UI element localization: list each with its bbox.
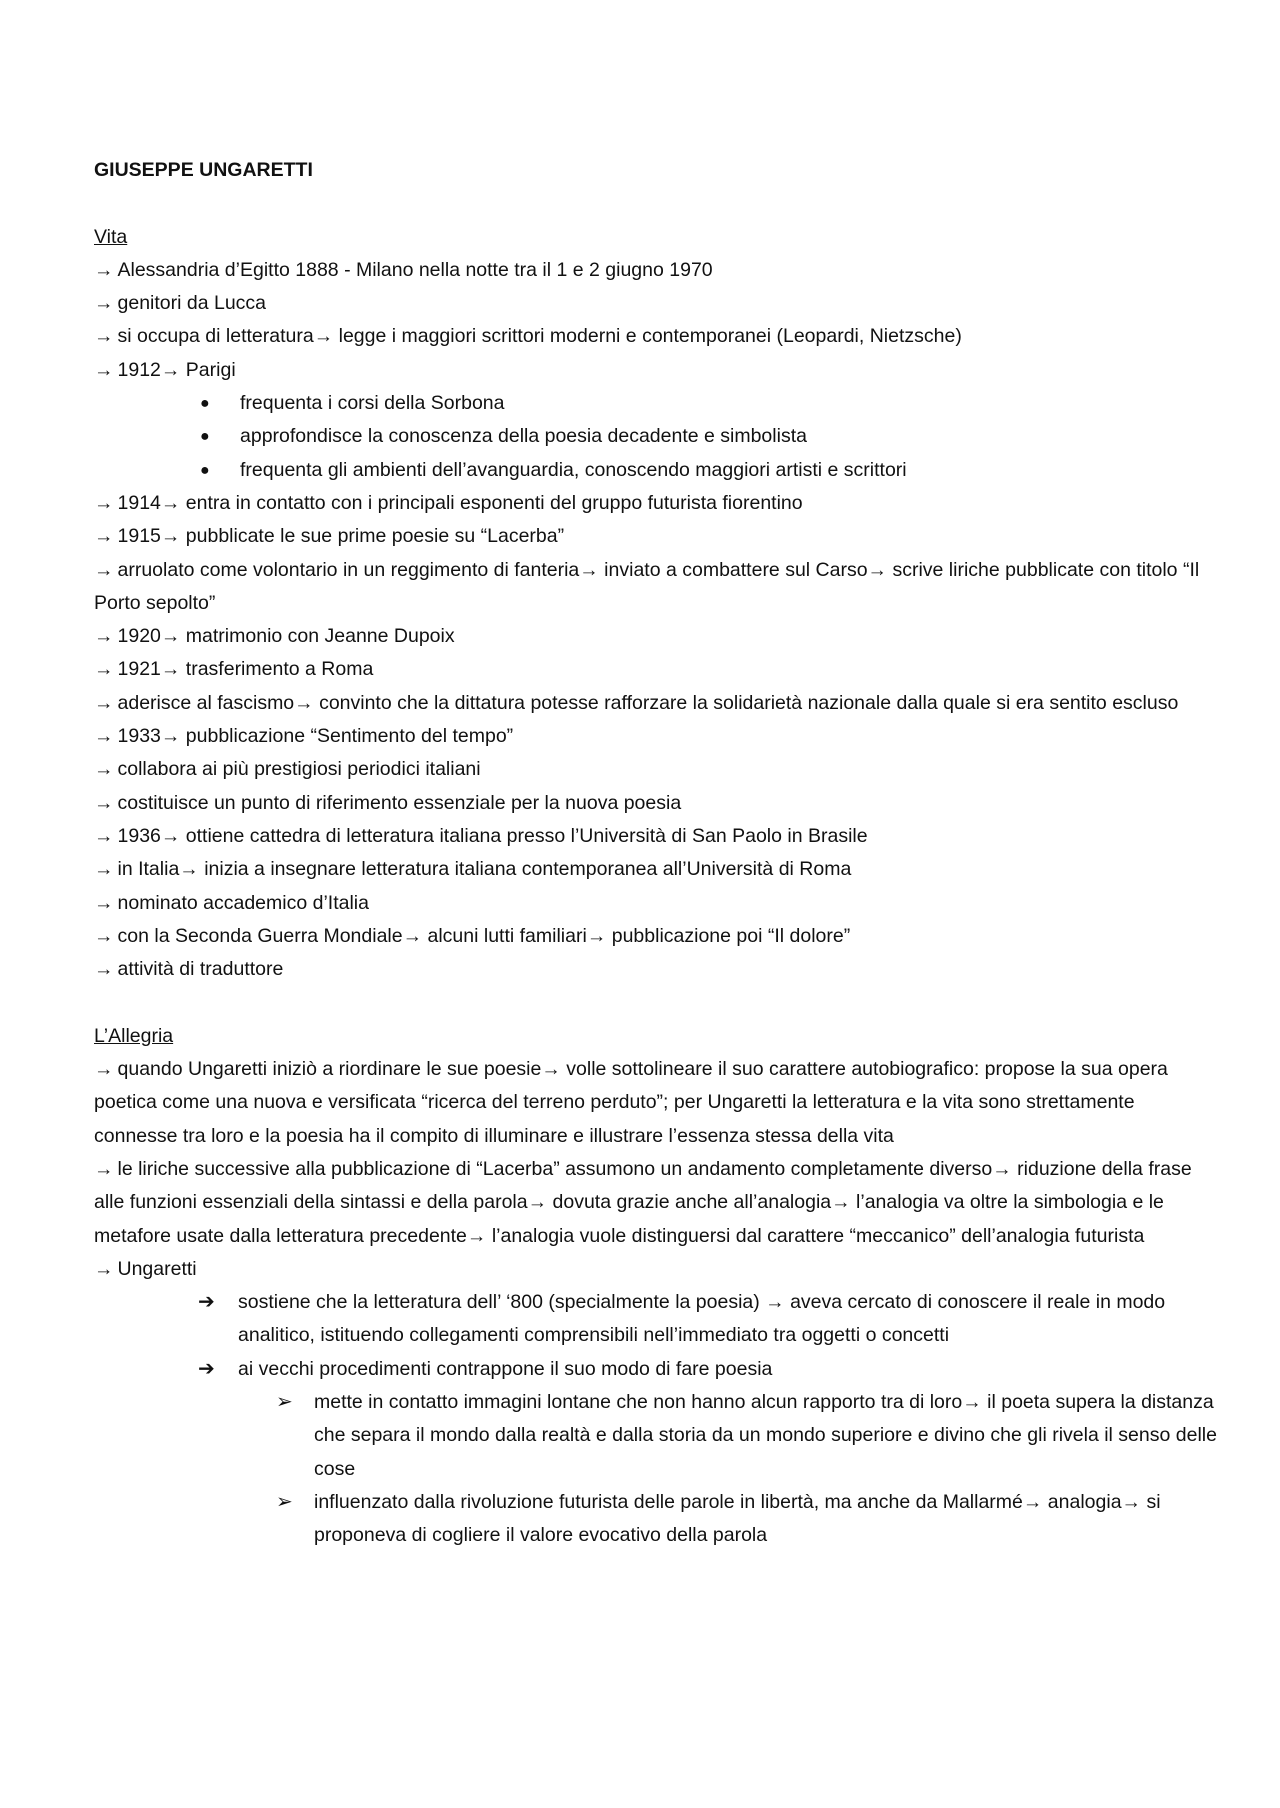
vita-line: → nominato accademico d’Italia xyxy=(94,891,369,914)
arrow-icon: → xyxy=(94,525,114,548)
bullet-icon: ● xyxy=(200,461,210,479)
list-item: ➢ mette in contatto immagini lontane che non hanno alcun rapporto tra di loro→ il poeta supera la distanza che separa il mondo dalla realtà e dalla storia da un mondo superiore e divino che gli rivela il senso delle cose xyxy=(276,1386,1220,1486)
arrow-icon: → xyxy=(94,858,114,881)
arrow-icon: → xyxy=(94,824,114,847)
paris-bullet-list xyxy=(94,387,1220,487)
arrow-icon: → xyxy=(94,292,114,315)
vita-line: → con la Seconda Guerra Mondiale→ alcuni lutti familiari→ pubblicazione poi “Il dolore” xyxy=(94,924,851,947)
bullet-icon: ● xyxy=(200,395,210,413)
arrow-icon: → xyxy=(94,658,114,681)
arrow-icon: → xyxy=(94,325,114,348)
bold-arrow-icon: ➔ xyxy=(198,1291,215,1314)
arrow-icon: → xyxy=(94,258,114,281)
arrow-icon: → xyxy=(94,1157,114,1180)
arrowhead-icon: ➢ xyxy=(276,1390,293,1413)
arrow-icon: → xyxy=(94,758,114,781)
ungaretti-points-list xyxy=(94,1286,1220,1552)
vita-line: → 1920→ matrimonio con Jeanne Dupoix xyxy=(94,625,455,648)
allegria-paragraph: → le liriche successive alla pubblicazione di “Lacerba” assumono un andamento completamente diverso→ riduzione della frase alle funzioni essenziali della sintassi e della parola→ dovuta grazie anche all’analogia→ l’analogia va oltre la simbologia e le metafore usate dalla letteratura precedente→ l’analogia vuole distinguersi dal carattere “meccanico” dell’analogia futurista xyxy=(94,1157,1192,1247)
arrow-icon: → xyxy=(94,558,114,581)
vita-line: → attività di traduttore xyxy=(94,958,284,981)
vita-line: → 1921→ trasferimento a Roma xyxy=(94,658,374,681)
vita-line: → 1915→ pubblicate le sue prime poesie su “Lacerba” xyxy=(94,525,565,548)
vita-line: → 1912→ Parigi xyxy=(94,358,236,381)
list-item: ➢ influenzato dalla rivoluzione futurista delle parole in libertà, ma anche da Mallarmé→ analogia→ si proponeva di cogliere il valore evocativo della parola xyxy=(276,1486,1220,1553)
list-item: ➔ sostiene che la letteratura dell’ ‘800 (specialmente la poesia) → aveva cercato di conoscere il reale in modo analitico, istituendo collegamenti comprensibili nell’immediato tra oggetti o concetti xyxy=(198,1286,1220,1353)
arrow-icon: → xyxy=(94,491,114,514)
bullet-icon: ● xyxy=(200,428,210,446)
ungaretti-subpoints-list xyxy=(238,1386,1220,1552)
vita-line: → 1933→ pubblicazione “Sentimento del tempo” xyxy=(94,725,514,748)
list-item: ● frequenta gli ambienti dell’avanguardia, conoscendo maggiori artisti e scrittori xyxy=(200,454,1220,487)
arrow-icon: → xyxy=(94,958,114,981)
arrow-icon: → xyxy=(94,1257,114,1280)
arrow-icon: → xyxy=(94,625,114,648)
vita-line: → 1936→ ottiene cattedra di letteratura italiana presso l’Università di San Paolo in Brasile xyxy=(94,824,868,847)
vita-line: → arruolato come volontario in un reggimento di fanteria→ inviato a combattere sul Carso→ scrive liriche pubblicate con titolo “Il Porto sepolto” xyxy=(94,558,1200,614)
vita-line: → costituisce un punto di riferimento essenziale per la nuova poesia xyxy=(94,791,682,814)
arrow-icon: → xyxy=(94,791,114,814)
list-item: ➔ ai vecchi procedimenti contrappone il suo modo di fare poesia ➢ mette in contatto immagini lontane che non hanno alcun rapporto tra di loro→ il poeta supera la distanza che separa il mondo dalla realtà e dalla storia da un mondo superiore e divino che gli rivela il senso delle cose ➢ influenzato dalla rivoluzione futurista delle parole in libertà, ma anche da Mallarmé→ analogia→ si proponeva di cogliere il valore evocativo della parola xyxy=(198,1353,1220,1553)
section-heading-allegria: L’Allegria xyxy=(94,1024,174,1047)
arrow-icon: → xyxy=(94,725,114,748)
arrow-icon: → xyxy=(94,358,114,381)
allegria-paragraph: → Ungaretti xyxy=(94,1257,197,1280)
vita-line: → aderisce al fascismo→ convinto che la dittatura potesse rafforzare la solidarietà nazionale dalla quale si era sentito escluso xyxy=(94,691,1179,714)
arrow-icon: → xyxy=(94,891,114,914)
section-heading-vita: Vita xyxy=(94,225,128,248)
vita-line: → si occupa di letteratura→ legge i maggiori scrittori moderni e contemporanei (Leopardi, Nietzsche) xyxy=(94,325,962,348)
vita-line: → Alessandria d’Egitto 1888 - Milano nella notte tra il 1 e 2 giugno 1970 xyxy=(94,258,713,281)
arrowhead-icon: ➢ xyxy=(276,1490,293,1513)
vita-line: → in Italia→ inizia a insegnare letteratura italiana contemporanea all’Università di Roma xyxy=(94,858,852,881)
vita-line: → genitori da Lucca xyxy=(94,292,267,315)
document-title: GIUSEPPE UNGARETTI xyxy=(94,159,313,181)
arrow-icon: → xyxy=(94,691,114,714)
arrow-icon: → xyxy=(94,1058,114,1081)
vita-line: → 1914→ entra in contatto con i principali esponenti del gruppo futurista fiorentino xyxy=(94,491,803,514)
arrow-icon: → xyxy=(94,924,114,947)
bold-arrow-icon: ➔ xyxy=(198,1357,215,1380)
vita-line: → collabora ai più prestigiosi periodici italiani xyxy=(94,758,481,781)
list-item: ● approfondisce la conoscenza della poesia decadente e simbolista xyxy=(200,420,1220,453)
allegria-paragraph: → quando Ungaretti iniziò a riordinare le sue poesie→ volle sottolineare il suo carattere autobiografico: propose la sua opera poetica come una nuova e versificata “ricerca del terreno perduto”; per Ungaretti la letteratura e la vita sono strettamente connesse tra loro e la poesia ha il compito di illuminare e illustrare l’essenza stessa della vita xyxy=(94,1058,1168,1147)
list-item: ● frequenta i corsi della Sorbona xyxy=(200,387,1220,420)
